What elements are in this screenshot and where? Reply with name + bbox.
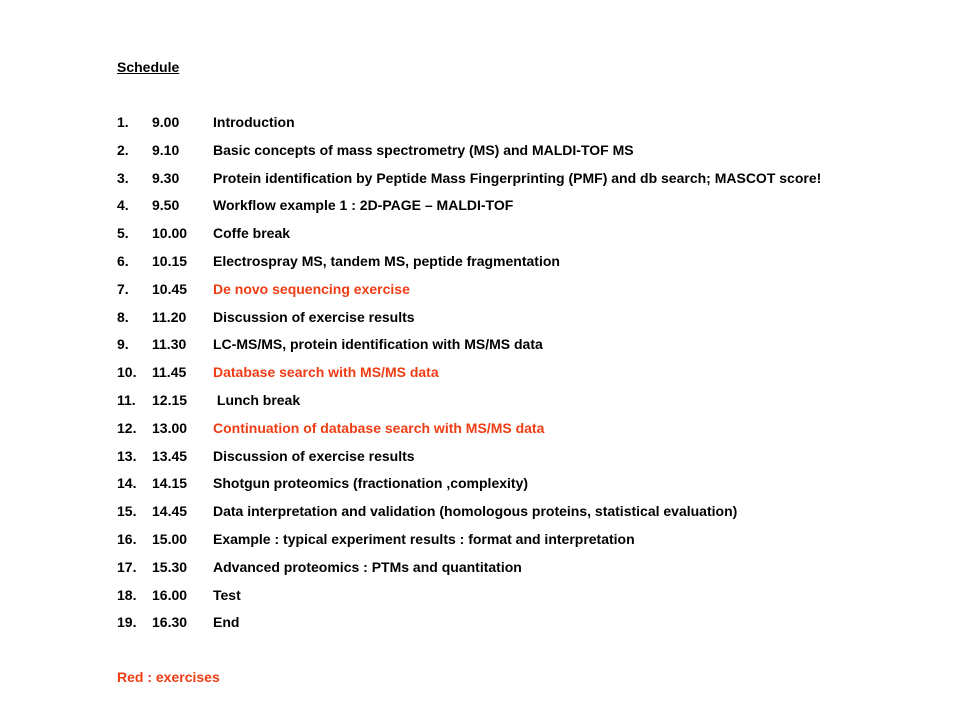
item-number: 2. bbox=[117, 141, 129, 158]
item-number: 4. bbox=[117, 197, 129, 214]
item-number: 15. bbox=[117, 503, 137, 520]
item-time: 14.15 bbox=[152, 475, 188, 492]
item-number: 3. bbox=[117, 169, 129, 186]
item-time: 11.30 bbox=[152, 336, 187, 353]
item-time: 9.50 bbox=[152, 197, 180, 214]
schedule-row bbox=[117, 529, 937, 557]
item-description: Database search with MS/MS data bbox=[213, 364, 439, 381]
item-number: 1. bbox=[117, 114, 129, 130]
schedule-row bbox=[117, 334, 937, 362]
item-number: 8. bbox=[117, 308, 129, 325]
item-number: 11. bbox=[117, 391, 136, 408]
item-time: 16.30 bbox=[152, 614, 188, 631]
item-number: 5. bbox=[117, 225, 129, 242]
item-description: Workflow example 1 : 2D-PAGE – MALDI-TOF bbox=[213, 197, 514, 214]
item-number: 19. bbox=[117, 614, 137, 631]
schedule-row bbox=[117, 279, 937, 307]
item-description: Basic concepts of mass spectrometry (MS) and MALDI-TOF MS bbox=[213, 141, 634, 158]
item-number: 9. bbox=[117, 336, 129, 353]
schedule-row bbox=[117, 251, 937, 279]
item-time: 10.15 bbox=[152, 252, 188, 269]
schedule-row bbox=[117, 446, 937, 474]
item-description: Example : typical experiment results : format and interpretation bbox=[213, 530, 635, 547]
item-time: 12.15 bbox=[152, 391, 188, 408]
legend-note: Red : exercises bbox=[117, 669, 220, 685]
item-time: 10.45 bbox=[152, 280, 188, 297]
schedule-row bbox=[117, 473, 937, 501]
item-number: 14. bbox=[117, 475, 137, 492]
item-number: 13. bbox=[117, 447, 137, 464]
item-time: 9.10 bbox=[152, 141, 180, 158]
item-time: 15.00 bbox=[152, 530, 188, 547]
item-description: De novo sequencing exercise bbox=[213, 280, 410, 297]
schedule-row bbox=[117, 585, 937, 613]
item-number: 7. bbox=[117, 280, 129, 297]
item-description: Advanced proteomics : PTMs and quantitation bbox=[213, 558, 522, 575]
item-description: Shotgun proteomics (fractionation ,complexity) bbox=[213, 475, 529, 492]
item-number: 17. bbox=[117, 558, 137, 575]
item-time: 11.20 bbox=[152, 308, 187, 325]
schedule-row bbox=[117, 140, 937, 168]
schedule-row bbox=[117, 112, 937, 140]
item-time: 11.45 bbox=[152, 364, 187, 381]
item-time: 16.00 bbox=[152, 586, 188, 603]
item-number: 12. bbox=[117, 419, 137, 436]
item-time: 14.45 bbox=[152, 503, 188, 520]
item-description: Continuation of database search with MS/MS data bbox=[213, 419, 545, 436]
item-description: Electrospray MS, tandem MS, peptide fragmentation bbox=[213, 252, 560, 269]
item-description: Coffe break bbox=[213, 225, 291, 242]
item-description: Discussion of exercise results bbox=[213, 447, 415, 464]
item-description: Introduction bbox=[213, 114, 295, 130]
item-number: 10. bbox=[117, 364, 137, 381]
schedule-row bbox=[117, 501, 937, 529]
item-description: Data interpretation and validation (homologous proteins, statistical evaluation) bbox=[213, 503, 738, 520]
item-number: 6. bbox=[117, 252, 129, 269]
item-description: Test bbox=[213, 586, 241, 603]
item-time: 10.00 bbox=[152, 225, 188, 242]
schedule-row bbox=[117, 418, 937, 446]
item-description: End bbox=[213, 614, 240, 631]
item-description: Discussion of exercise results bbox=[213, 308, 415, 325]
schedule-row bbox=[117, 557, 937, 585]
item-description: Lunch break bbox=[213, 391, 301, 408]
item-time: 9.00 bbox=[152, 114, 180, 130]
schedule-row bbox=[117, 168, 937, 196]
item-description: Protein identification by Peptide Mass Fingerprinting (PMF) and db search; MASCOT score! bbox=[213, 169, 822, 186]
item-number: 16. bbox=[117, 530, 137, 547]
item-number: 18. bbox=[117, 586, 137, 603]
item-time: 9.30 bbox=[152, 169, 180, 186]
schedule-row bbox=[117, 223, 937, 251]
schedule-row bbox=[117, 362, 937, 390]
page-title: Schedule bbox=[117, 59, 180, 75]
item-time: 13.45 bbox=[152, 447, 188, 464]
item-time: 15.30 bbox=[152, 558, 188, 575]
item-time: 13.00 bbox=[152, 419, 188, 436]
schedule-row bbox=[117, 195, 937, 223]
schedule-row bbox=[117, 612, 937, 640]
item-description: LC-MS/MS, protein identification with MS/MS data bbox=[213, 336, 543, 353]
schedule-row bbox=[117, 307, 937, 335]
schedule-row bbox=[117, 390, 937, 418]
schedule-list bbox=[117, 112, 937, 640]
